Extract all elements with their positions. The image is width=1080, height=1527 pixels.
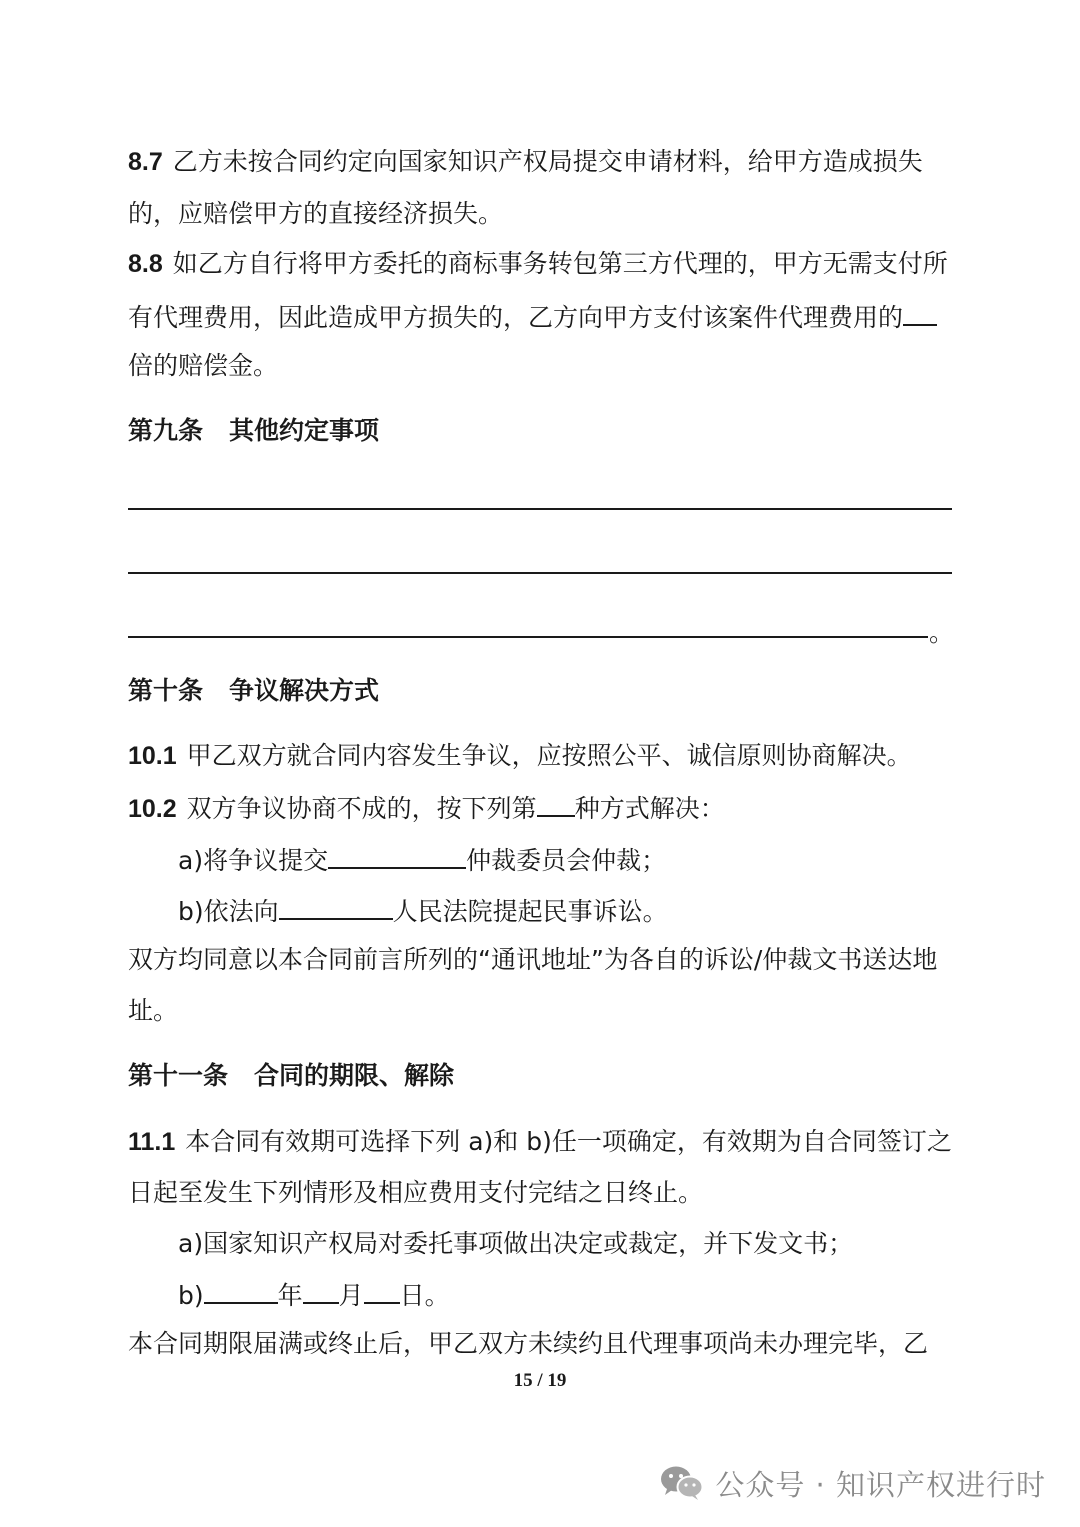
article-9-heading <box>128 413 952 449</box>
article-title: 其他约定事项 <box>229 416 380 445</box>
blank-line-3[interactable] <box>128 636 928 638</box>
clause-number: 10.1 <box>128 742 177 770</box>
fill-in-blank[interactable] <box>328 841 466 869</box>
term-option-a: a)国家知识产权局对委托事项做出决定或裁定，并下发文书； <box>178 1229 854 1258</box>
article-11-heading <box>128 1058 952 1094</box>
blank-line-2[interactable] <box>128 572 952 574</box>
watermark <box>659 1458 1046 1508</box>
wechat-icon <box>659 1463 705 1503</box>
fill-in-blank[interactable] <box>279 892 393 920</box>
service-address-note-line-1: 双方均同意以本合同前言所列的“通讯地址”为各自的诉讼/仲裁文书送达地 <box>128 945 938 974</box>
page-number: 15 / 19 <box>513 1370 567 1391</box>
month-label: 月 <box>338 1281 364 1310</box>
option-text: a)将争议提交 <box>178 846 329 875</box>
clause-8-7-line-2: 的，应赔偿甲方的直接经济损失。 <box>128 199 504 228</box>
blank-line-1[interactable] <box>128 508 952 510</box>
clause-11-1-line-2: 日起至发生下列情形及相应费用支付完结之日终止。 <box>128 1178 704 1207</box>
option-text: b)依法向 <box>178 897 279 926</box>
article-10-heading <box>128 673 952 709</box>
month-blank[interactable] <box>303 1276 339 1304</box>
article-title: 争议解决方式 <box>229 676 380 705</box>
clause-text: 甲乙双方就合同内容发生争议，应按照公平、诚信原则协商解决。 <box>186 741 912 770</box>
clause-text: 有代理费用，因此造成甲方损失的，乙方向甲方支付该案件代理费用的 <box>128 303 904 332</box>
option-b-litigation <box>178 892 952 930</box>
service-address-note-line-2: 址。 <box>128 996 179 1025</box>
clause-text: 本合同有效期可选择下列 a)和 b)任一项确定，有效期为自合同签订之 <box>185 1127 952 1156</box>
clause-number: 8.7 <box>128 148 163 176</box>
clause-11-1-line-1 <box>128 1124 952 1160</box>
clause-number: 10.2 <box>128 795 177 823</box>
option-a-arbitration <box>178 841 952 879</box>
clause-text: 双方争议协商不成的，按下列第 <box>186 794 537 823</box>
clause-number: 11.1 <box>128 1128 176 1156</box>
clause-text: 种方式解决： <box>574 794 725 823</box>
year-label: 年 <box>277 1281 303 1310</box>
clause-8-8-line-2 <box>128 298 952 336</box>
fill-in-blank[interactable] <box>903 298 937 326</box>
clause-10-2 <box>128 789 952 827</box>
day-label: 日。 <box>399 1281 450 1310</box>
clause-number: 8.8 <box>128 250 163 278</box>
clause-text: 如乙方自行将甲方委托的商标事务转包第三方代理的，甲方无需支付所 <box>172 249 948 278</box>
clause-8-8-line-3: 倍的赔偿金。 <box>128 351 279 380</box>
article-label: 第十一条 <box>128 1061 229 1090</box>
option-text: 人民法院提起民事诉讼。 <box>392 897 668 926</box>
year-blank[interactable] <box>204 1276 278 1304</box>
clause-10-1 <box>128 738 952 774</box>
watermark-text: 公众号 · 知识产权进行时 <box>715 1467 1046 1502</box>
fill-in-blank[interactable] <box>537 789 575 817</box>
term-expiry-line: 本合同期限届满或终止后，甲乙双方未续约且代理事项尚未办理完毕，乙 <box>128 1329 929 1358</box>
day-blank[interactable] <box>364 1276 400 1304</box>
option-text: b) <box>178 1281 204 1310</box>
clause-8-8-line-1 <box>128 246 952 282</box>
term-option-b <box>178 1276 952 1314</box>
clause-8-7-line-1 <box>128 144 952 180</box>
option-text: 仲裁委员会仲裁； <box>466 846 667 875</box>
article-label: 第十条 <box>128 676 204 705</box>
article-label: 第九条 <box>128 416 204 445</box>
clause-text: 乙方未按合同约定向国家知识产权局提交申请材料，给甲方造成损失 <box>172 147 923 176</box>
article-title: 合同的期限、解除 <box>254 1061 455 1090</box>
end-period: 。 <box>929 618 955 647</box>
